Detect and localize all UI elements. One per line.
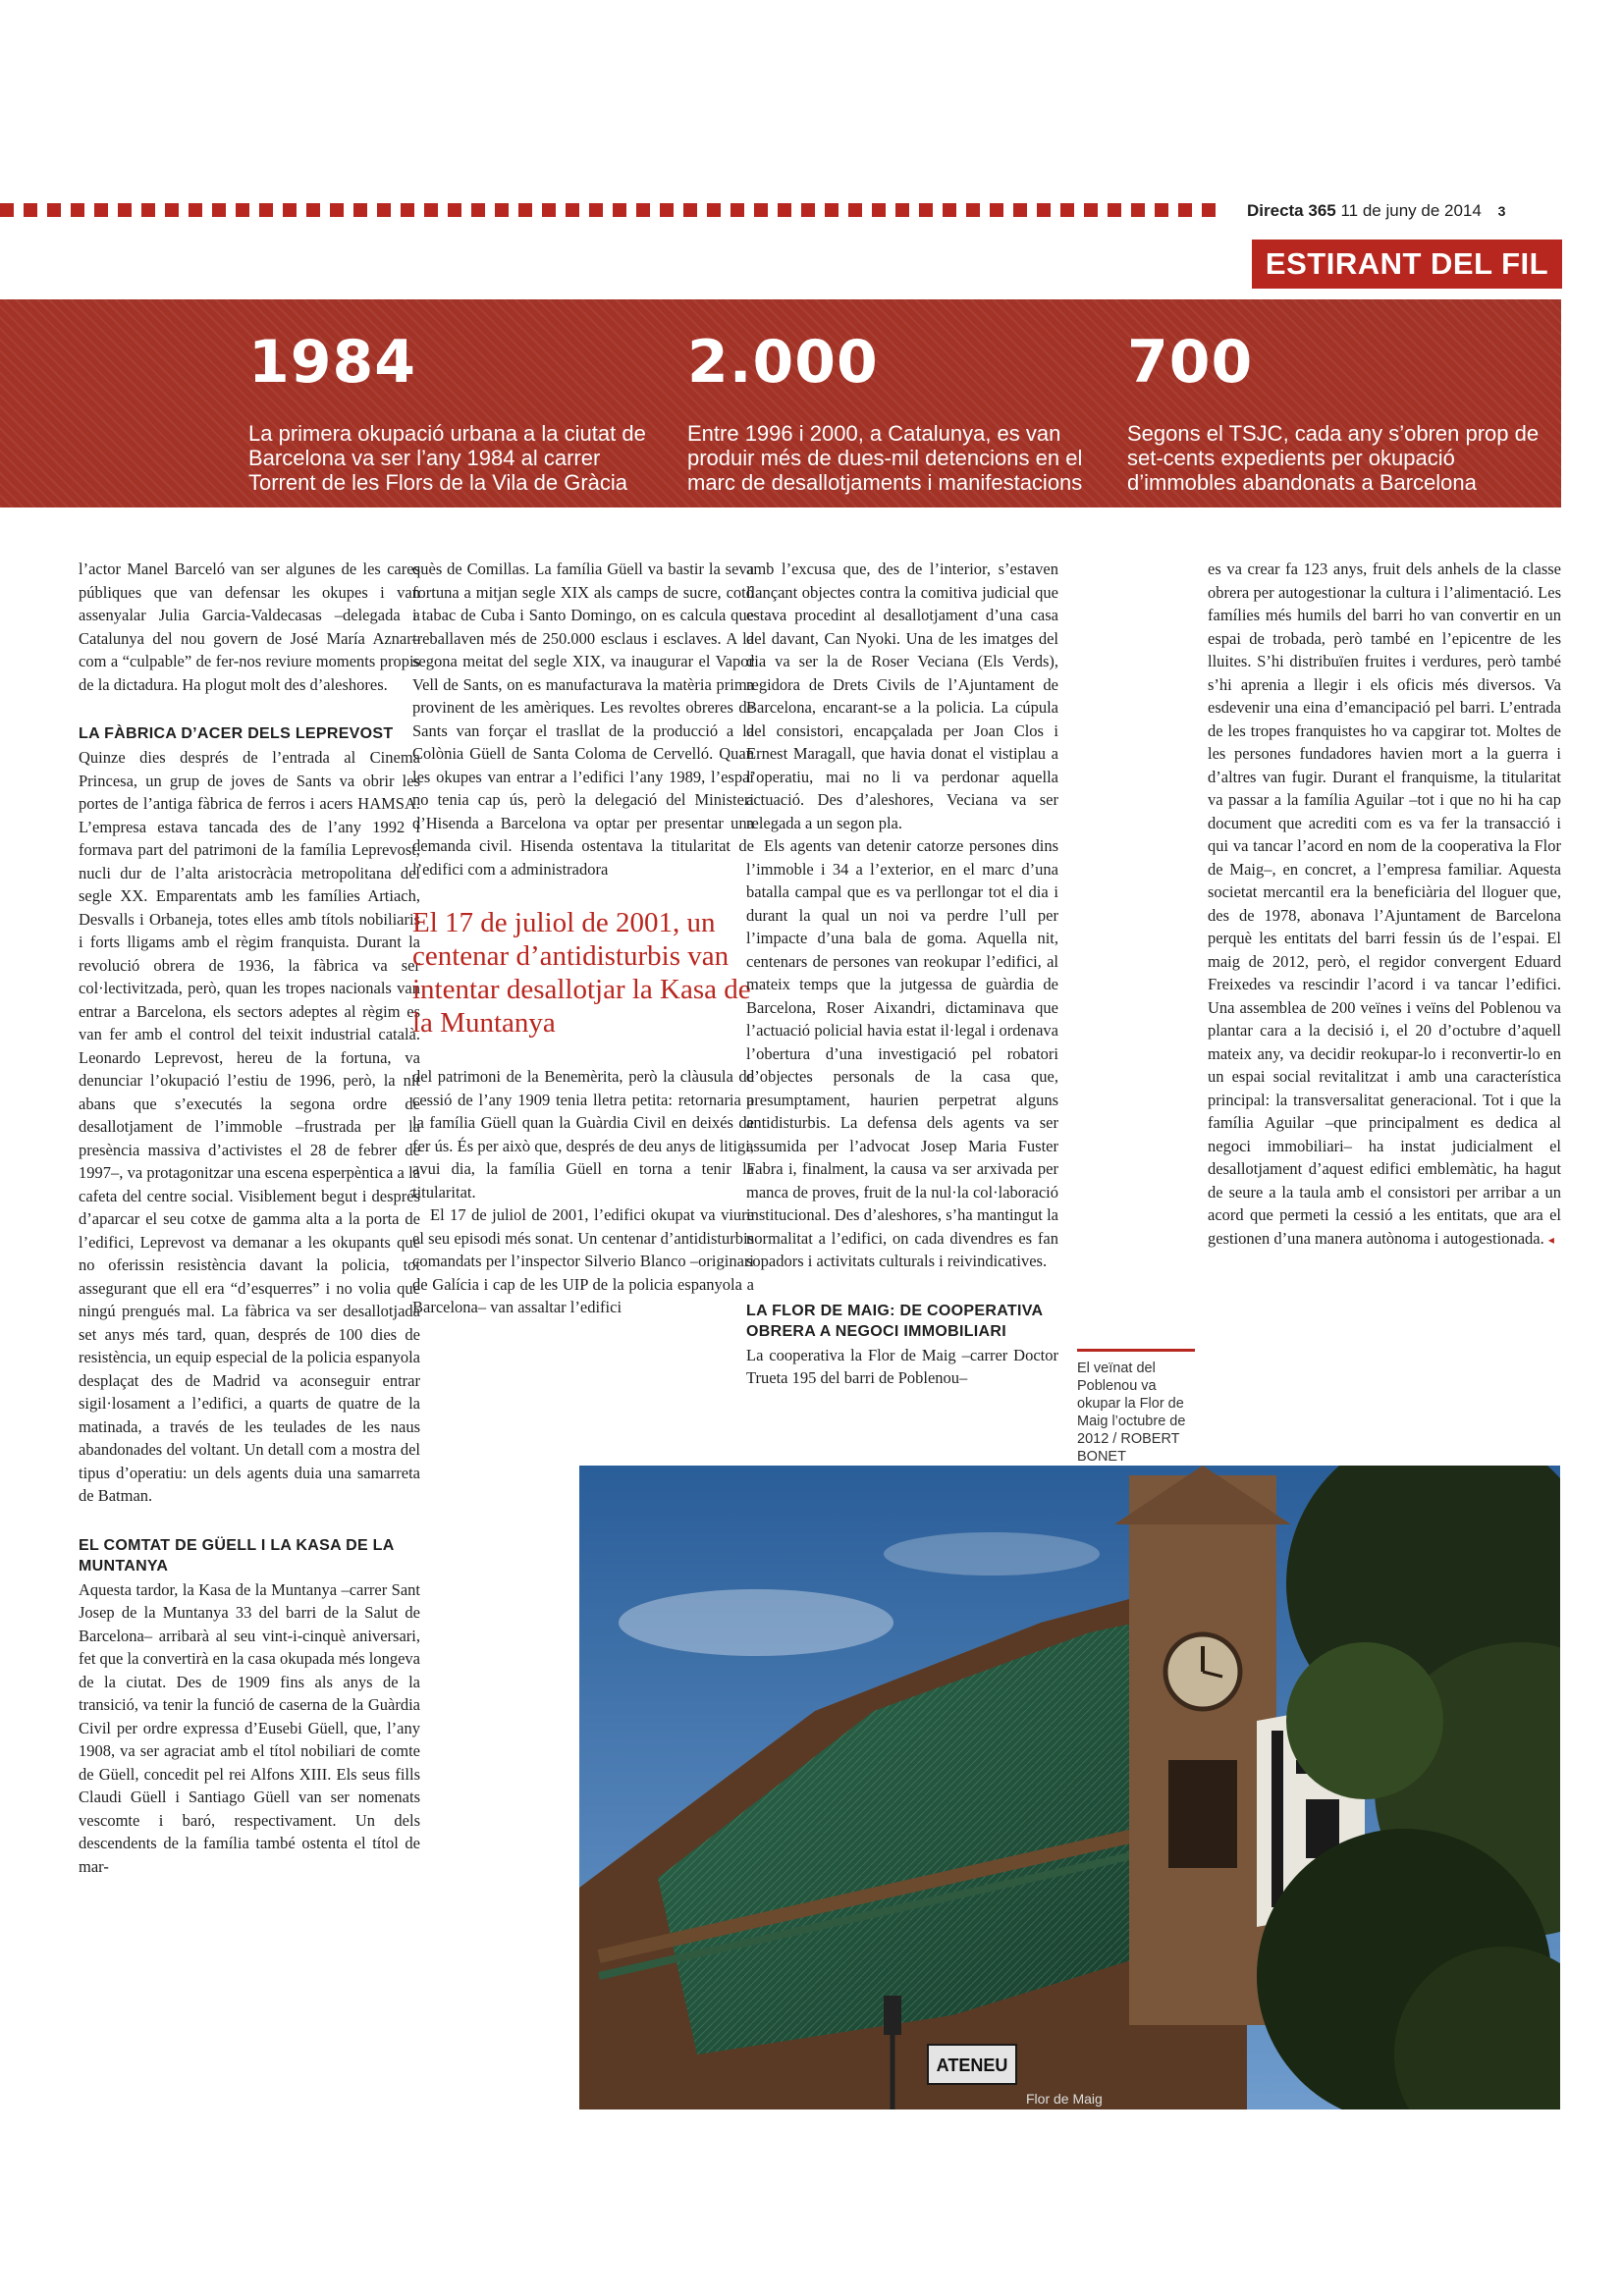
building-photo: [579, 1466, 1560, 2109]
article-column-2: [412, 558, 754, 1319]
ateneu-sign-text: ATENEU: [936, 2056, 1008, 2075]
paragraph: [1208, 558, 1561, 1252]
header-dash-rule: [0, 203, 1217, 217]
end-mark-icon: ◂: [1547, 1232, 1554, 1247]
pull-quote: El 17 de juliol de 2001, un centenar d’antidisturbis van intentar desallotjar la Kasa de la Muntanya: [412, 907, 751, 1039]
section-label: ESTIRANT DEL FIL: [1252, 240, 1562, 289]
stat-block: [248, 327, 661, 495]
article-photo: [579, 1466, 1560, 2109]
banner-text: Flor de Maig: [1026, 2091, 1103, 2107]
page-number: 3: [1497, 203, 1506, 219]
tower-window: [1168, 1760, 1237, 1868]
street-lamp: [884, 1996, 901, 2035]
paragraph: Els agents van detenir catorze persones dins l’immoble i 34 a l’exterior, en el marc d’una batalla campal que es va perllongar tot el dia i durant la qual un noi va perdre l’ull per l’impacte d’una bala de goma. Aquella nit, centenars de persones van reokupar l’edifici, al mateix temps que la jutgessa de guàrdia de Barcelona, Roser Aixandri, dictaminava que l’actuació policial havia estat il·legal i ordenava l’obertura d’una investigació pel robatori d’objectes personals de la casa que, presumptament, haurien perpetrat alguns antidisturbis. La defensa dels agents va ser assumida per l’advocat Josep Maria Fuster Fabra i, finalment, la causa va ser arxivada per manca de proves, fruit de la nul·la col·laboració institucional. Des d’aleshores, s’ha mantingut la normalitat a l’edifici, on cada divendres es fan sopadors i activitats culturals i reivindicatives.: [746, 836, 1058, 1270]
stat-number: 1984: [248, 328, 416, 397]
subheading: EL COMTAT DE GÜELL I LA KASA DE LA MUNTANYA: [79, 1536, 395, 1575]
stat-block: [1127, 327, 1540, 495]
stat-description: Segons el TSJC, cada any s’obren prop de set-cents expedients per okupació d’immobles abandonats a Barcelona: [1127, 421, 1540, 495]
cloud: [884, 1532, 1100, 1575]
tree-foliage: [1286, 1642, 1443, 1799]
article-column-1: [79, 558, 420, 1878]
stat-number: 2.000: [687, 328, 879, 397]
caption-text: El veïnat del Poblenou va okupar la Flor de Maig l’octubre de 2012: [1077, 1361, 1186, 1447]
paragraph: del patrimoni de la Benemèrita, però la clàusula de cessió de l’any 1909 tenia lletra petita: retornaria a la família Güell quan la Guàrdia Civil en deixés de fer ús. És per això que, després de deu anys de litigi, avui dia, la família Güell en torna a tenir la titularitat.: [412, 1067, 754, 1201]
subheading: LA FLOR DE MAIG: DE COOPERATIVA OBRERA A NEGOCI IMMOBILIARI: [746, 1302, 1043, 1340]
paragraph-text: es va crear fa 123 anys, fruit dels anhels de la classe obrera per autogestionar la cultura i l’alimentació. Les famílies més humils del barri ho van convertir en un espai de trobada, però també en l’epicentre de les lluites. S’hi distribuïen fruites i verdures, però també s’hi aprenia a llegir i els oficis més diversos. Va esdevenir una eina d’emancipació pel barri. L’entrada de les tropes franquistes ho va capgirar tot. Moltes de les persones fundadores havien mort a la guerra i d’altres van fugir. Durant el franquisme, la titularitat va passar a la família Aguilar –tot i que no hi ha cap document que acrediti com es va fer la transacció i qui va tancar l’acord en nom de la cooperativa la Flor de Maig–, en concret, a l’empresa familiar. Aquesta societat mercantil era la beneficiària del lloguer que, des de 1978, abonava l’Ajuntament de Barcelona perquè les entitats del barri fessin ús de l’espai. El maig de 2012, però, el regidor convergent Eduard Freixedes va rescindir l’acord i va tancar l’edifici. Una assemblea de 200 veïnes i veïns del Poblenou va plantar cara a la decisió i, el 20 d’octubre d’aquell mateix any, va decidir reokupar-lo i reconvertir-lo en un espai social revitalitzat i amb una característica principal: la transversalitat generacional. Tot i que la família Aguilar –que principalment es dedica al negoci immobiliari– ha instat judicialment el desallotjament d’aquest edifici emblemàtic, ha hagut de seure a la taula amb el consistori per arribar a un acord que permeti la cessió a les entitats, que ara el gestionen d’una manera autònoma i autogestionada.: [1208, 560, 1561, 1248]
paragraph: l’actor Manel Barceló van ser algunes de les cares públiques que van defensar les okupes i van assenyalar Julia Garcia-Valdecasas –delegada a Catalunya del nou govern de José María Aznar– com a “culpable” de fer-nos reviure moments propis de la dictadura. Ha plogut molt des d’aleshores.: [79, 560, 420, 694]
article-column-3: [746, 558, 1058, 1390]
paragraph: amb l’excusa que, des de l’interior, s’estaven llançant objectes contra la comitiva judicial que estava procedint al desallotjament d’una casa del davant, Can Nyoki. Una de les imatges del dia va ser la de Roser Veciana (Els Verds), regidora de Drets Civils de l’Ajuntament de Barcelona, encarant-se a la policia. La cúpula del consistori, encapçalada per Joan Clos i Ernest Maragall, que havia donat el vistiplau a l’operatiu, mai no li va perdonar aquella actuació. Des d’aleshores, Veciana va ser relegada a un segon pla.: [746, 560, 1058, 832]
paragraph: Aquesta tardor, la Kasa de la Muntanya –carrer Sant Josep de la Muntanya 33 del barri de la Salut de Barcelona– arribarà al seu vint-i-cinquè aniversari, fet que la convertirà en la casa okupada més longeva de la ciutat. Des de 1909 fins als anys de la transició, va tenir la funció de caserna de la Guàrdia Civil per ordre expressa d’Eusebi Güell, que, l’any 1908, va ser agraciat amb el títol nobiliari de comte de Güell, concedit pel rei Alfons XIII. Els seus fills Claudi Güell i Santiago Güell van ser nomenats vescomte i baró, respectivament. Un dels descendents de la família també ostenta el títol de mar-: [79, 1579, 420, 1876]
stats-band: [0, 299, 1561, 507]
paragraph: El 17 de juliol de 2001, l’edifici okupat va viure el seu episodi més sonat. Un centenar d’antidisturbis comandats per l’inspector Silverio Blanco –originari de Galícia i cap de les UIP de la policia espanyola a Barcelona– van assaltar l’edifici: [412, 1205, 754, 1316]
publication-name: Directa 365: [1247, 201, 1336, 220]
issue-date: 11 de juny de 2014: [1340, 201, 1482, 220]
photo-caption: [1077, 1349, 1195, 1466]
stat-description: La primera okupació urbana a la ciutat de Barcelona va ser l’any 1984 al carrer Torrent de les Flors de la Vila de Gràcia: [248, 421, 646, 495]
header-meta: [1247, 201, 1505, 221]
banner-stripe: [1271, 1731, 1283, 1907]
subheading: LA FÀBRICA D’ACER DELS LEPREVOST: [79, 725, 394, 742]
paragraph: Quinze dies després de l’entrada al Cinema Princesa, un grup de joves de Sants va obrir les portes de l’antiga fàbrica de ferros i acers HAMSA. L’empresa estava tancada des de l’any 1992 i formava part del patrimoni de la família Leprevost, nucli dur de l’alta aristocràcia metropolitana del segle XX. Emparentats amb les famílies Artiach, Desvalls i Orbaneja, totes elles amb títols nobiliaris i forts lligams amb el règim franquista. Durant la revolució obrera de 1936, la fàbrica va ser col·lectivitzada, però, quan les tropes nacionals van entrar a Barcelona, els sectors adeptes al règim es van fer amb el control del teixit industrial català. Leonardo Leprevost, hereu de la fortuna, va denunciar l’okupació l’estiu de 1996, però, la nit abans que s’executés la segona ordre de desallotjament de l’immoble –frustrada per la presència massiva d’activistes el 28 de febrer de 1997–, va protagonitzar una escena esperpèntica a la cafeta del centre social. Visiblement begut i després d’aparcar el seu cotxe de gamma alta a la porta de l’edifici, Leprevost va demanar a les okupants que no oferissin resistència davant la policia, tot assegurant que ell era “d’esquerres” i no volia que ningú prengués mal. La fàbrica va ser desallotjada set anys més tard, quan, després de 100 dies de resistència, un equip especial de la policia espanyola desplaçat des de Madrid va aconseguir entrar sigil·losament a l’edifici, a quarts de quatre de la matinada, a través de les teulades de les naus abandonades del voltant. Un detall com a mostra del tipus d’operatiu: un dels agents duia una samarreta de Batman.: [79, 748, 420, 1505]
paragraph: La cooperativa la Flor de Maig –carrer Doctor Trueta 195 del barri de Poblenou–: [746, 1345, 1058, 1387]
cloud: [619, 1589, 893, 1656]
stat-block: [687, 327, 1100, 495]
stat-number: 700: [1127, 328, 1254, 397]
paragraph: quès de Comillas. La família Güell va bastir la seva fortuna a mitjan segle XIX als camps de sucre, cotó i tabac de Cuba i Santo Domingo, on es calcula que treballaven més de 250.000 esclaus i esclaves. A la segona meitat del segle XIX, va inaugurar el Vapor Vell de Sants, on es manufacturava la matèria prima provinent de les amèriques. Les revoltes obreres de Sants van forçar el trasllat de la producció a la Colònia Güell de Santa Coloma de Cervelló. Quan les okupes van entrar a l’edifici l’any 1989, l’espai no tenia cap ús, però la delegació del Ministeri d’Hisenda a Barcelona va optar per presentar una demanda civil. Hisenda ostentava la titularitat de l’edifici com a administradora: [412, 560, 754, 879]
clock-tower: [1129, 1475, 1276, 2025]
photo-credit: / ROBERT BONET: [1077, 1431, 1180, 1465]
stat-description: Entre 1996 i 2000, a Catalunya, es van produir més de dues-mil detencions en el marc de desallotjaments i manifestacions: [687, 421, 1083, 495]
article-column-4: [1208, 558, 1561, 1252]
